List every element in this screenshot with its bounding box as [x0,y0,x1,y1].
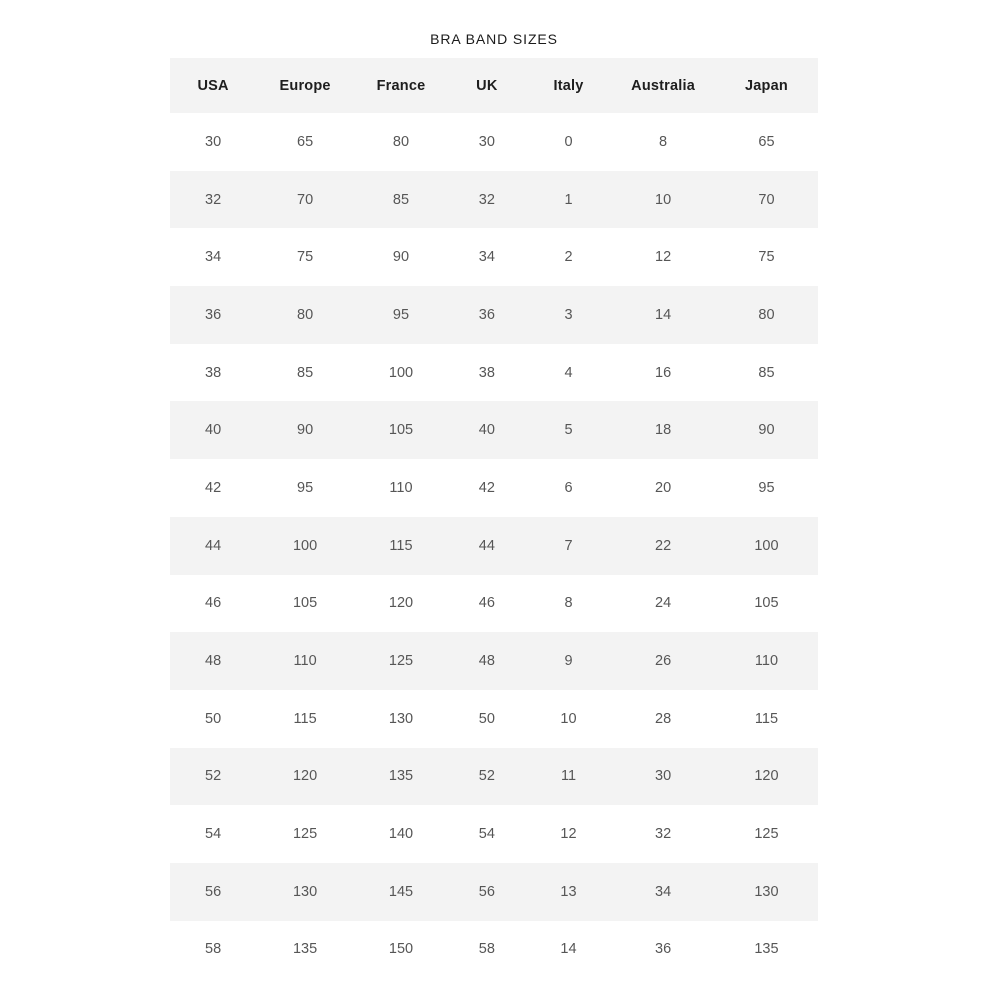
table-cell: 100 [292,537,318,554]
table-cell: 120 [388,595,414,612]
table-cell: 54 [478,826,495,843]
table-cell: 12 [655,249,672,266]
table-body [170,113,818,978]
table-cell: 58 [205,941,222,958]
table-cell: 90 [392,249,410,266]
table-cell: 135 [292,941,318,958]
column-header-uk: UK [476,77,498,94]
table-cell: 125 [292,826,318,843]
table-cell: 130 [388,710,414,727]
table-cell: 48 [205,653,222,670]
table-row [170,921,818,979]
table-cell: 14 [560,941,577,958]
table-cell: 115 [293,710,317,727]
table-cell: 48 [478,653,495,670]
table-cell: 5 [564,422,573,439]
table-cell: 125 [754,826,779,843]
table-row [170,228,818,286]
table-cell: 30 [655,768,672,785]
table-cell: 50 [478,710,495,727]
table-row [170,575,818,633]
table-cell: 115 [754,710,779,727]
table-cell: 100 [754,537,779,554]
table-cell: 90 [758,422,775,439]
table-cell: 80 [297,306,314,323]
column-header-italy: Italy [553,77,584,94]
table-cell: 2 [564,249,573,266]
column-header-australia: Australia [631,77,696,94]
table-cell: 56 [205,883,222,900]
table-cell: 7 [564,537,573,554]
table-cell: 75 [758,249,775,266]
table-cell: 130 [754,883,779,900]
table-row [170,748,818,806]
table-cell: 20 [655,479,672,496]
table-cell: 54 [205,826,222,843]
table-cell: 56 [478,883,495,900]
table-cell: 11 [560,768,577,785]
table-cell: 80 [758,306,775,323]
table-cell: 36 [205,306,222,323]
table-cell: 85 [297,364,314,381]
table-cell: 22 [655,537,672,554]
table-cell: 36 [655,941,672,958]
table-cell: 24 [655,595,672,612]
table-cell: 32 [478,191,495,208]
table-cell: 85 [392,191,410,208]
table-cell: 30 [205,133,222,150]
table-header-row [170,58,818,113]
table-cell: 4 [564,364,573,381]
table-cell: 46 [478,595,495,612]
table-row [170,286,818,344]
table-cell: 95 [297,479,314,496]
table-row [170,863,818,921]
table-cell: 110 [754,653,779,670]
table-cell: 95 [392,306,410,323]
bra-band-sizes-table [170,58,818,978]
table-cell: 105 [754,595,779,612]
table-cell: 52 [478,768,495,785]
table-cell: 95 [758,479,775,496]
table-cell: 150 [388,941,414,958]
table-cell: 50 [205,710,222,727]
table-cell: 135 [388,768,414,785]
table-cell: 38 [205,364,222,381]
table-cell: 80 [392,133,410,150]
table-cell: 70 [758,191,775,208]
table-cell: 130 [292,883,318,900]
table-cell: 105 [292,595,318,612]
table-cell: 18 [655,422,672,439]
table-row [170,401,818,459]
table-row [170,805,818,863]
table-cell: 40 [205,422,222,439]
table-cell: 46 [205,595,222,612]
table-cell: 16 [655,364,672,381]
table-cell: 34 [655,883,672,900]
table-cell: 30 [478,133,495,150]
table-cell: 90 [297,422,314,439]
table-cell: 32 [205,191,222,208]
table-cell: 135 [754,941,779,958]
table-row [170,517,818,575]
table-header [170,58,818,113]
column-header-usa: USA [197,77,229,94]
table-cell: 65 [297,133,314,150]
column-header-europe: Europe [279,77,331,94]
table-cell: 10 [655,191,672,208]
table-cell: 28 [655,710,672,727]
table-cell: 6 [564,479,573,496]
table-cell: 65 [758,133,775,150]
table-cell: 8 [659,133,668,150]
table-cell: 8 [564,595,573,612]
table-cell: 14 [655,306,672,323]
table-cell: 13 [560,883,577,900]
table-title: BRA BAND SIZES [430,31,558,47]
table-cell: 32 [655,826,672,843]
table-cell: 125 [388,653,414,670]
table-cell: 9 [564,653,573,670]
table-cell: 44 [205,537,222,554]
table-cell: 120 [754,768,779,785]
table-cell: 40 [478,422,495,439]
table-cell: 34 [205,249,222,266]
table-row [170,632,818,690]
table-row [170,171,818,229]
table-row [170,113,818,171]
table-cell: 140 [388,826,414,843]
table-cell: 120 [292,768,318,785]
table-cell: 58 [478,941,495,958]
table-cell: 145 [388,883,414,900]
table-cell: 36 [478,306,495,323]
table-cell: 12 [560,826,577,843]
table-cell: 115 [389,537,413,554]
table-cell: 110 [389,479,413,496]
table-cell: 3 [564,306,573,323]
table-cell: 10 [560,710,577,727]
table-cell: 75 [297,249,314,266]
table-cell: 110 [293,653,317,670]
table-cell: 26 [655,653,672,670]
table-cell: 85 [758,364,775,381]
table-row [170,459,818,517]
table-cell: 34 [478,249,495,266]
column-header-japan: Japan [745,77,788,94]
table-cell: 42 [205,479,222,496]
table-row [170,344,818,402]
table-row [170,690,818,748]
table-cell: 38 [478,364,495,381]
table-cell: 1 [564,191,573,208]
table-cell: 70 [297,191,314,208]
table-cell: 52 [205,768,222,785]
table-cell: 42 [478,479,495,496]
table-cell: 0 [564,133,573,150]
table-cell: 100 [388,364,414,381]
table-cell: 44 [478,537,495,554]
table-cell: 105 [388,422,414,439]
column-header-france: France [376,77,426,94]
